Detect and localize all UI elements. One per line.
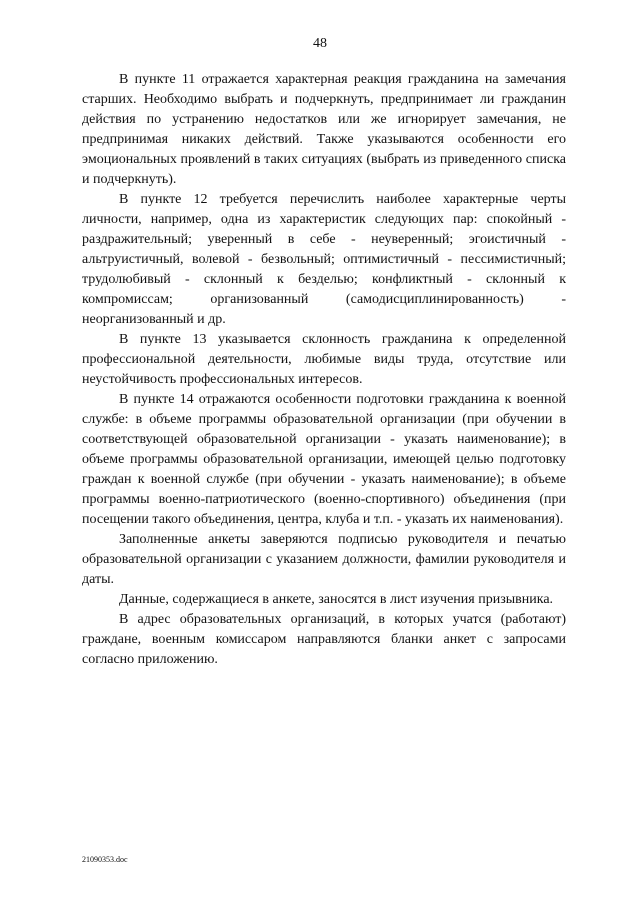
paragraph-data-entry: Данные, содержащиеся в анкете, заносятся в лист изучения призывника.	[119, 592, 554, 607]
paragraph-item-12: В пункте 12 требуется перечислить наиболее характерные черты личности, например, одна из характеристик следующих пар: спокойный - раздражительный; уверенный в себе - неуверенный; эгоистичный - альтруистичный, волевой - безвольный; оптимистичный - пессимистичный; трудолюбивый - склонный к безделью; конфликтный - склонный к компромиссам; организованный (самодисциплинированность) - неорганизованный и др.	[82, 192, 566, 327]
paragraph-item-11: В пункте 11 отражается характерная реакция гражданина на замечания старших. Необходимо выбрать и подчеркнуть, предпринимает ли гражданин действия по устранению недостатков или же игнорирует замечания, не предпринимая никаких действий. Также указываются особенности его эмоциональных проявлений в таких ситуациях (выбрать из приведенного списка и подчеркнуть).	[82, 72, 566, 187]
paragraph-item-14: В пункте 14 отражаются особенности подготовки гражданина к военной службе: в объеме программы образовательной организации (при обучении в соответствующей образовательной организации - указать наименование); в объеме программы образовательной организации, имеющей целью подготовку граждан к военной службе (при обучении - указать наименование); в объеме программы военно-патриотического (военно-спортивного) объединения (при посещении такого объединения, центра, клуба и т.п. - указать их наименования).	[82, 392, 566, 527]
document-body	[82, 70, 566, 670]
paragraph-item-13: В пункте 13 указывается склонность гражданина к определенной профессиональной деятельности, любимые виды труда, отсутствие или неустойчивость профессиональных интересов.	[82, 332, 566, 387]
paragraph-forms-sent: В адрес образовательных организаций, в которых учатся (работают) граждане, военным комиссаром направляются бланки анкет с запросами согласно приложению.	[82, 612, 566, 667]
footer-filename: 21090353.doc	[82, 855, 128, 864]
page-number: 48	[313, 36, 327, 51]
paragraph-certification: Заполненные анкеты заверяются подписью руководителя и печатью образовательной организации с указанием должности, фамилии руководителя и даты.	[82, 532, 566, 587]
